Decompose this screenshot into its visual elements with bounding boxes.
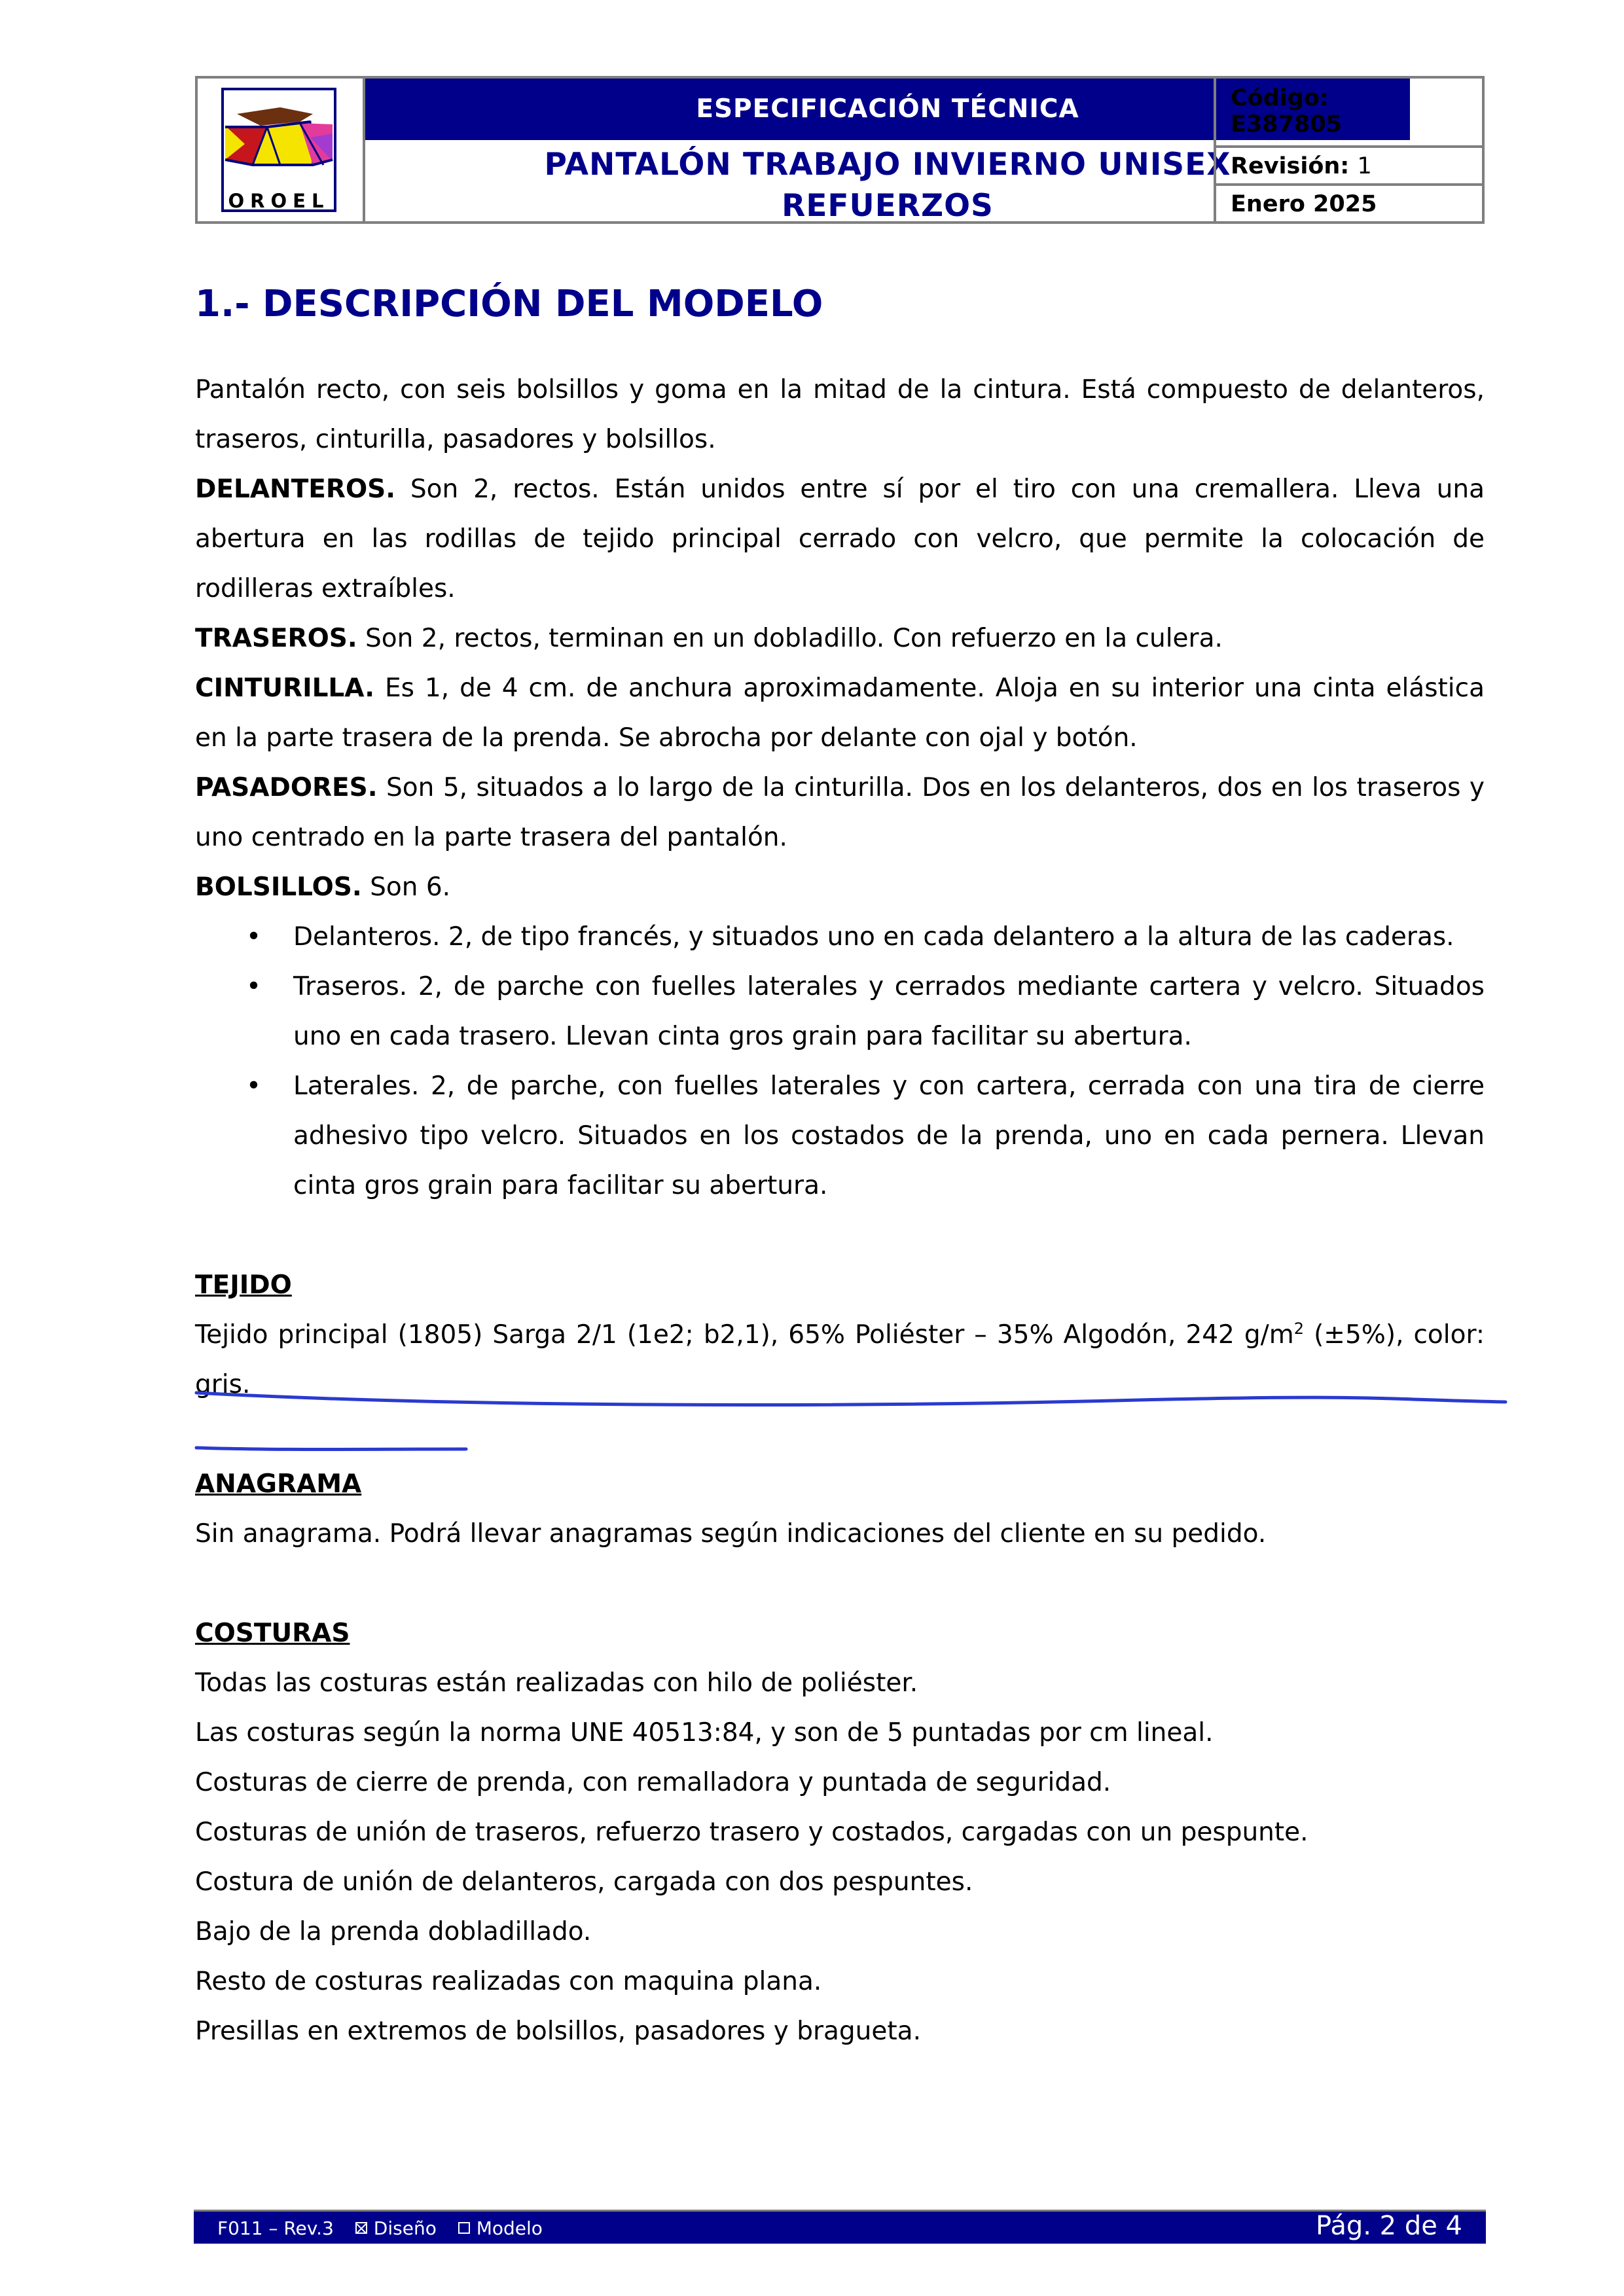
revision-label: Revisión: [1231, 153, 1350, 179]
part-pasadores: PASADORES. Son 5, situados a lo largo de la cinturilla. Dos en los delanteros, dos en los traseros y uno centrado en la parte trasera del pantalón. [195, 773, 1485, 852]
section-title: 1.- DESCRIPCIÓN DEL MODELO [195, 283, 823, 325]
title-line-1: PANTALÓN TRABAJO INVIERNO UNISEX [544, 147, 1231, 183]
seam-line: Costuras de unión de traseros, refuerzo trasero y costados, cargadas con un pespunte. [195, 1818, 1308, 1847]
page-number: Pág. 2 de 4 [1316, 2211, 1462, 2241]
option-diseno: Diseño [373, 2217, 437, 2239]
checked-box-icon [355, 2222, 367, 2234]
list-item: • Traseros. 2, de parche con fuelles laterales y cerrados mediante cartera y velcro. Situados uno en cada trasero. Llevan cinta gros grain para facilitar su abertura. [195, 962, 1485, 1062]
part-cinturilla: CINTURILLA. Es 1, de 4 cm. de anchura aproximadamente. Aloja en su interior una cinta elástica en la parte trasera de la prenda. Se abrocha por delante con ojal y botón. [195, 673, 1485, 753]
seam-line: Todas las costuras están realizadas con hilo de poliéster. [195, 1668, 918, 1698]
fabric-paragraph: Tejido principal (1805) Sarga 2/1 (1e2; b2,1), 65% Poliéster – 35% Algodón, 242 $g/m^2$ (±5%), color: gris. [195, 1319, 1485, 1399]
unchecked-box-icon [458, 2222, 470, 2234]
seam-line: Las costuras según la norma UNE 40513:84, y son de 5 puntadas por cm lineal. [195, 1718, 1214, 1748]
issue-date: Enero 2025 [1231, 191, 1377, 217]
revision-value: 1 [1357, 153, 1372, 179]
list-item: • Delanteros. 2, de tipo francés, y situados uno en cada delantero a la altura de las caderas. [195, 912, 1485, 962]
title-line-2: REFUERZOS [782, 188, 994, 224]
code-value: E387805 [1231, 111, 1343, 137]
seam-line: Bajo de la prenda dobladillado. [195, 1917, 592, 1946]
bullet-icon: • [246, 1071, 262, 1101]
code-label: Código: [1231, 85, 1329, 111]
form-reference: F011 – Rev.3 [217, 2217, 334, 2239]
logo-heading: ANAGRAMA [195, 1469, 362, 1499]
seams-heading: COSTURAS [195, 1619, 350, 1648]
option-modelo: Modelo [476, 2217, 543, 2239]
bullet-icon: • [246, 922, 262, 952]
document-footer [194, 2210, 1486, 2244]
seam-line: Resto de costuras realizadas con maquina plana. [195, 1967, 822, 1996]
spec-label: ESPECIFICACIÓN TÉCNICA [365, 79, 1410, 140]
part-delanteros: DELANTEROS. Son 2, rectos. Están unidos entre sí por el tiro con una cremallera. Lleva una abertura en las rodillas de tejido principal cerrado con velcro, que permite la colocación de rodilleras extraíbles. [195, 475, 1485, 603]
fabric-heading: TEJIDO [195, 1270, 292, 1300]
list-item: • Laterales. 2, de parche, con fuelles laterales y con cartera, cerrada con una tira de cierre adhesivo tipo velcro. Situados en los costados de la prenda, uno en cada pernera. Llevan cinta gros grain para facilitar su abertura. [195, 1062, 1485, 1211]
seam-line: Costura de unión de delanteros, cargada con dos pespuntes. [195, 1867, 973, 1897]
part-bolsillos: BOLSILLOS. Son 6. [195, 872, 451, 902]
seam-line: Presillas en extremos de bolsillos, pasadores y bragueta. [195, 2017, 921, 2046]
seam-line: Costuras de cierre de prenda, con remalladora y puntada de seguridad. [195, 1768, 1111, 1797]
logo-paragraph: Sin anagrama. Podrá llevar anagramas según indicaciones del cliente en su pedido. [195, 1519, 1267, 1549]
intro-paragraph: Pantalón recto, con seis bolsillos y goma en la mitad de la cintura. Está compuesto de delanteros, traseros, cinturilla, pasadores y bolsillos. [195, 375, 1485, 454]
bullet-icon: • [246, 972, 262, 1001]
logo-word: OROEL [228, 190, 330, 212]
part-traseros: TRASEROS. Son 2, rectos, terminan en un dobladillo. Con refuerzo en la culera. [195, 624, 1223, 653]
